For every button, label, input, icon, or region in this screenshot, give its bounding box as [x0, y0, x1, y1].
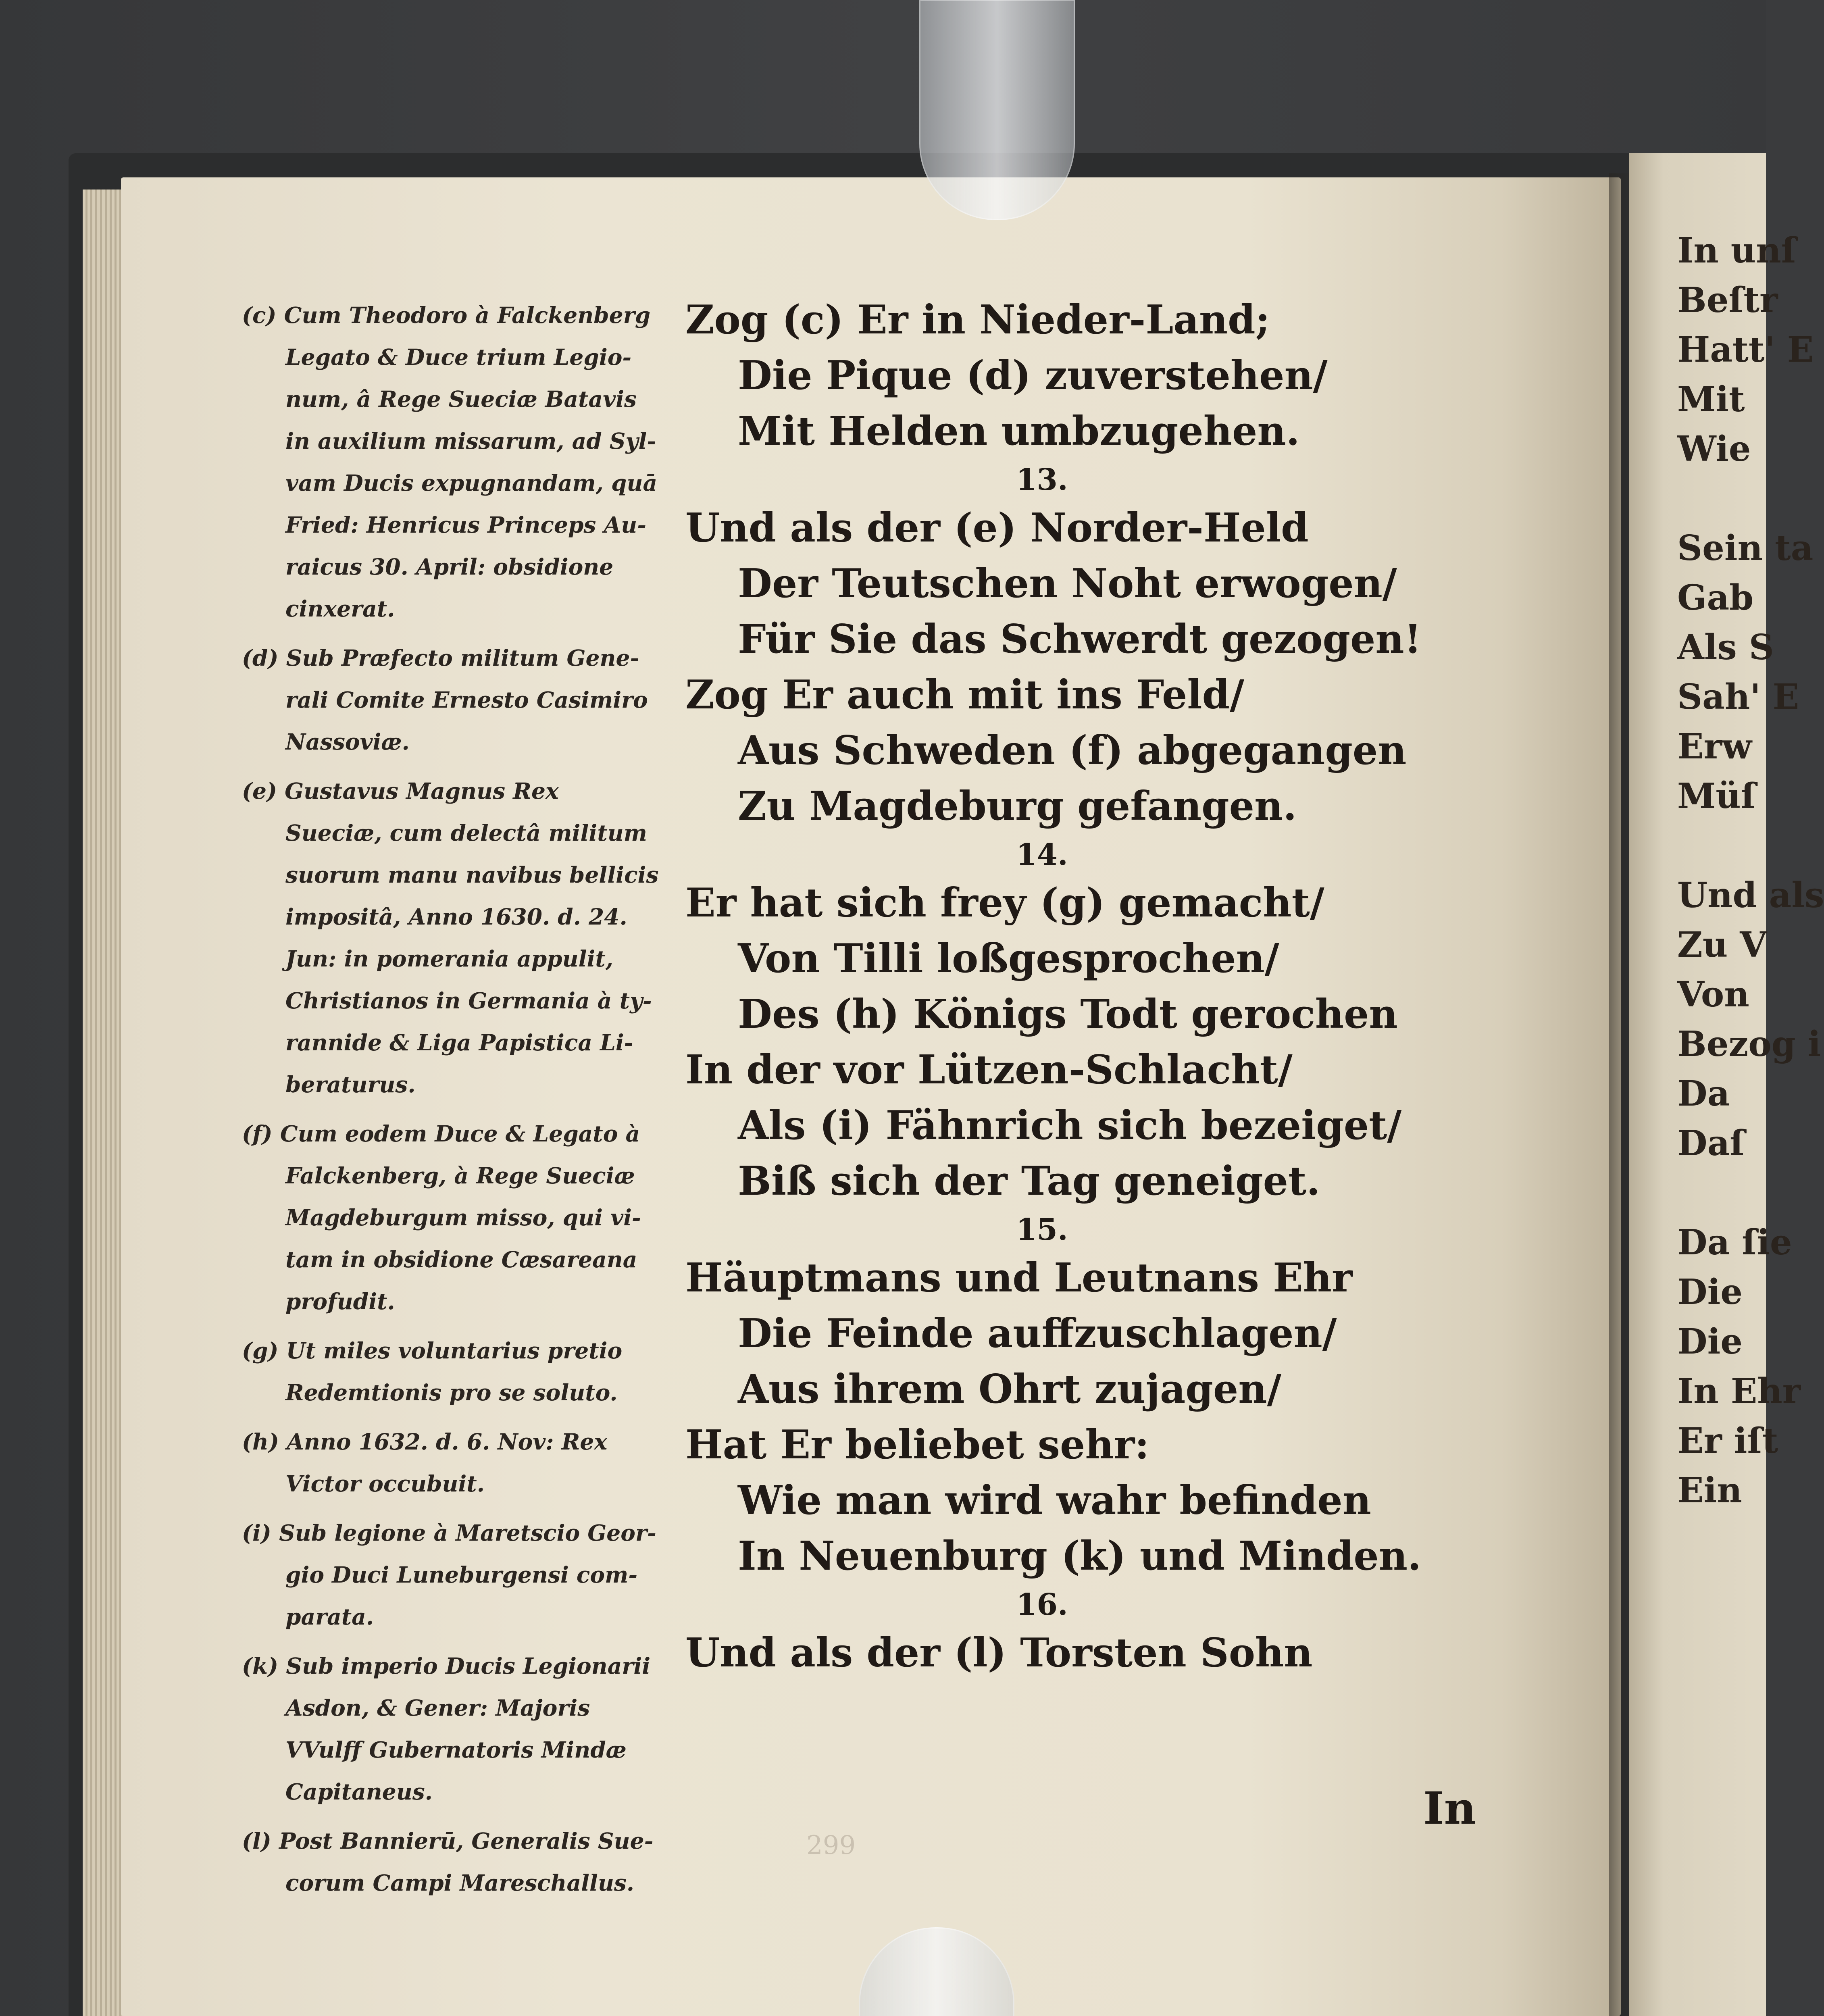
footnote-line: profudit. [285, 1288, 395, 1314]
footnote-line: impositâ, Anno 1630. d. 24. [285, 904, 627, 930]
facing-page-line: Zu V [1677, 925, 1767, 965]
footnote [242, 637, 681, 763]
verse-line: Als (i) Fähnrich sich bezeiget/ [738, 1102, 1402, 1149]
footnote-line: Jun: in pomerania appulit, [285, 946, 613, 972]
verse-line: Die Pique (d) zuverstehen/ [738, 352, 1328, 399]
footnote-line: rali Comite Ernesto Casimiro [285, 687, 648, 713]
footnote-line: Victor occubuit. [285, 1470, 485, 1497]
verse-line: Von Tilli loßgesprochen/ [738, 935, 1279, 982]
footnote-line: raicus 30. April: obsidione [285, 554, 614, 580]
verse-line: Für Sie das Schwerdt gezogen! [738, 616, 1422, 662]
facing-page-line [1677, 821, 1766, 871]
footnote-line: Redemtionis pro se soluto. [285, 1379, 618, 1406]
footnote-line: Falckenberg, à Rege Sueciæ [285, 1162, 635, 1189]
footnote-line: tam in obsidione Cæsareana [285, 1246, 637, 1272]
verse-line: Zog (c) Er in Nieder-Land; [685, 297, 1270, 343]
footnote [242, 1330, 681, 1414]
verse-line: Mit Helden umbzugehen. [738, 408, 1300, 454]
footnote-line: VVulff Gubernatoris Mindæ [285, 1737, 627, 1763]
stanza-12-tail [685, 292, 1512, 459]
show-through-text: 299 [806, 1831, 856, 1860]
footnote [242, 294, 681, 630]
footnote [242, 1113, 681, 1322]
footnote-line: Nassoviæ. [285, 729, 410, 755]
footnote [242, 1512, 681, 1638]
footnote-line: (g) Ut miles voluntarius pretio [242, 1337, 623, 1364]
facing-page-line: Sah' E [1677, 677, 1799, 717]
facing-page-line: Bezog i [1677, 1024, 1821, 1064]
facing-page-line: Wie [1677, 429, 1751, 469]
facing-page-line: Von [1677, 974, 1749, 1015]
footnote-line: Christianos in Germania à ty- [285, 987, 652, 1014]
stanza-16 [685, 1625, 1512, 1681]
stanza-number-15: 15. [1016, 1212, 1068, 1247]
footnote-line: cinxerat. [285, 596, 395, 622]
verse-line: In der vor Lützen-Schlacht/ [685, 1047, 1293, 1093]
facing-page-line: Als S [1677, 627, 1774, 668]
footnote-line: Asdon, & Gener: Majoris [285, 1695, 590, 1721]
footnotes-column [242, 294, 681, 1911]
footnote-line: in auxilium missarum, ad Syl- [285, 428, 656, 454]
facing-page-line: Sein ta [1677, 528, 1814, 569]
facing-page-line: Müſ [1677, 776, 1756, 816]
facing-page-line: Ein [1677, 1470, 1742, 1511]
footnote [242, 1421, 681, 1505]
footnote-line: (f) Cum eodem Duce & Legato à [242, 1120, 640, 1147]
verse-column [685, 292, 1512, 1681]
footnote-line: Sueciæ, cum delectâ militum [285, 820, 647, 846]
facing-page-text [1677, 226, 1824, 1515]
verse-line: Zu Magdeburg gefangen. [738, 783, 1297, 829]
footnote-line: suorum manu navibus bellicis [285, 862, 659, 888]
facing-page-line: Beſtr [1677, 280, 1778, 321]
stanza-number-13: 13. [1016, 462, 1068, 497]
verse-line: Aus ihrem Ohrt zujagen/ [738, 1366, 1282, 1412]
footnote-line: rannide & Liga Papistica Li- [285, 1029, 633, 1056]
facing-page-line: Hatt' E [1677, 329, 1814, 370]
footnote-line: Fried: Henricus Princeps Au- [285, 512, 647, 538]
footnote-line: Capitaneus. [285, 1779, 433, 1805]
verse-line: Und als der (e) Norder-Held [685, 505, 1309, 551]
footnote-line: num, â Rege Sueciæ Batavis [285, 386, 637, 412]
stanza-14 [685, 875, 1512, 1209]
footnote-line: parata. [285, 1604, 374, 1630]
facing-page-line: In unſ [1677, 230, 1796, 271]
stanza-15 [685, 1250, 1512, 1584]
footnote-line: beraturus. [285, 1071, 416, 1098]
verse-line: Wie man wird wahr befinden [738, 1477, 1371, 1524]
facing-page-line: In Ehr [1677, 1371, 1801, 1412]
verse-line: Biß sich der Tag geneiget. [738, 1158, 1320, 1204]
footnote-line: corum Campi Mareschallus. [285, 1870, 635, 1896]
facing-page-line: Die [1677, 1321, 1743, 1362]
footnote-line: (d) Sub Præfecto militum Gene- [242, 645, 639, 671]
verse-line: Häuptmans und Leutnans Ehr [685, 1255, 1353, 1301]
footnote-line: (c) Cum Theodoro à Falckenberg [242, 302, 651, 328]
facing-page-line: Mit [1677, 379, 1745, 420]
facing-page-line [1677, 474, 1766, 523]
footnote-line: vam Ducis expugnandam, quā [285, 470, 658, 496]
footnote-line: (e) Gustavus Magnus Rex [242, 778, 559, 804]
footnote-line: gio Duci Luneburgensi com- [285, 1562, 638, 1588]
verse-line: Zog Er auch mit ins Feld/ [685, 672, 1244, 718]
facing-page-line: Daſ [1677, 1123, 1745, 1164]
facing-page-line: Und als [1677, 875, 1824, 916]
verse-line: In Neuenburg (k) und Minden. [738, 1533, 1422, 1579]
facing-page-line [1677, 1168, 1766, 1218]
facing-page-line: Die [1677, 1272, 1743, 1312]
verse-line: Er hat sich frey (g) gemacht/ [685, 880, 1324, 926]
verse-line: Und als der (l) Torsten Sohn [685, 1630, 1313, 1676]
facing-page-line: Da ſie [1677, 1222, 1792, 1263]
book-clip-top [919, 0, 1075, 220]
stanza-13 [685, 500, 1512, 834]
stanza-number-16: 16. [1016, 1587, 1068, 1622]
footnote-line: (l) Post Bannierū, Generalis Sue- [242, 1828, 654, 1854]
footnote-line: (i) Sub legione à Maretscio Geor- [242, 1520, 656, 1546]
verse-line: Die Feinde auffzuschlagen/ [738, 1310, 1337, 1357]
stanza-number-14: 14. [1016, 837, 1068, 872]
footnote-line: Legato & Duce trium Legio- [285, 344, 632, 370]
footnote [242, 1820, 681, 1904]
footnote-line: Magdeburgum misso, qui vi- [285, 1204, 641, 1231]
footnote-line: (k) Sub imperio Ducis Legionarii [242, 1653, 651, 1679]
facing-page-line: Er iſt [1677, 1420, 1778, 1461]
verse-line: Aus Schweden (f) abgegangen [738, 727, 1407, 774]
facing-page-line: Gab [1677, 577, 1754, 618]
verse-line: Der Teutschen Noht erwogen/ [738, 560, 1397, 607]
verse-line: Des (h) Königs Todt gerochen [738, 991, 1398, 1037]
footnote [242, 1645, 681, 1813]
verse-line: Hat Er beliebet sehr: [685, 1422, 1149, 1468]
catchword: In [1423, 1782, 1476, 1834]
footnote [242, 770, 681, 1106]
footnote-line: (h) Anno 1632. d. 6. Nov: Rex [242, 1429, 608, 1455]
facing-page-line: Da [1677, 1073, 1730, 1114]
facing-page-line: Erw [1677, 726, 1752, 767]
